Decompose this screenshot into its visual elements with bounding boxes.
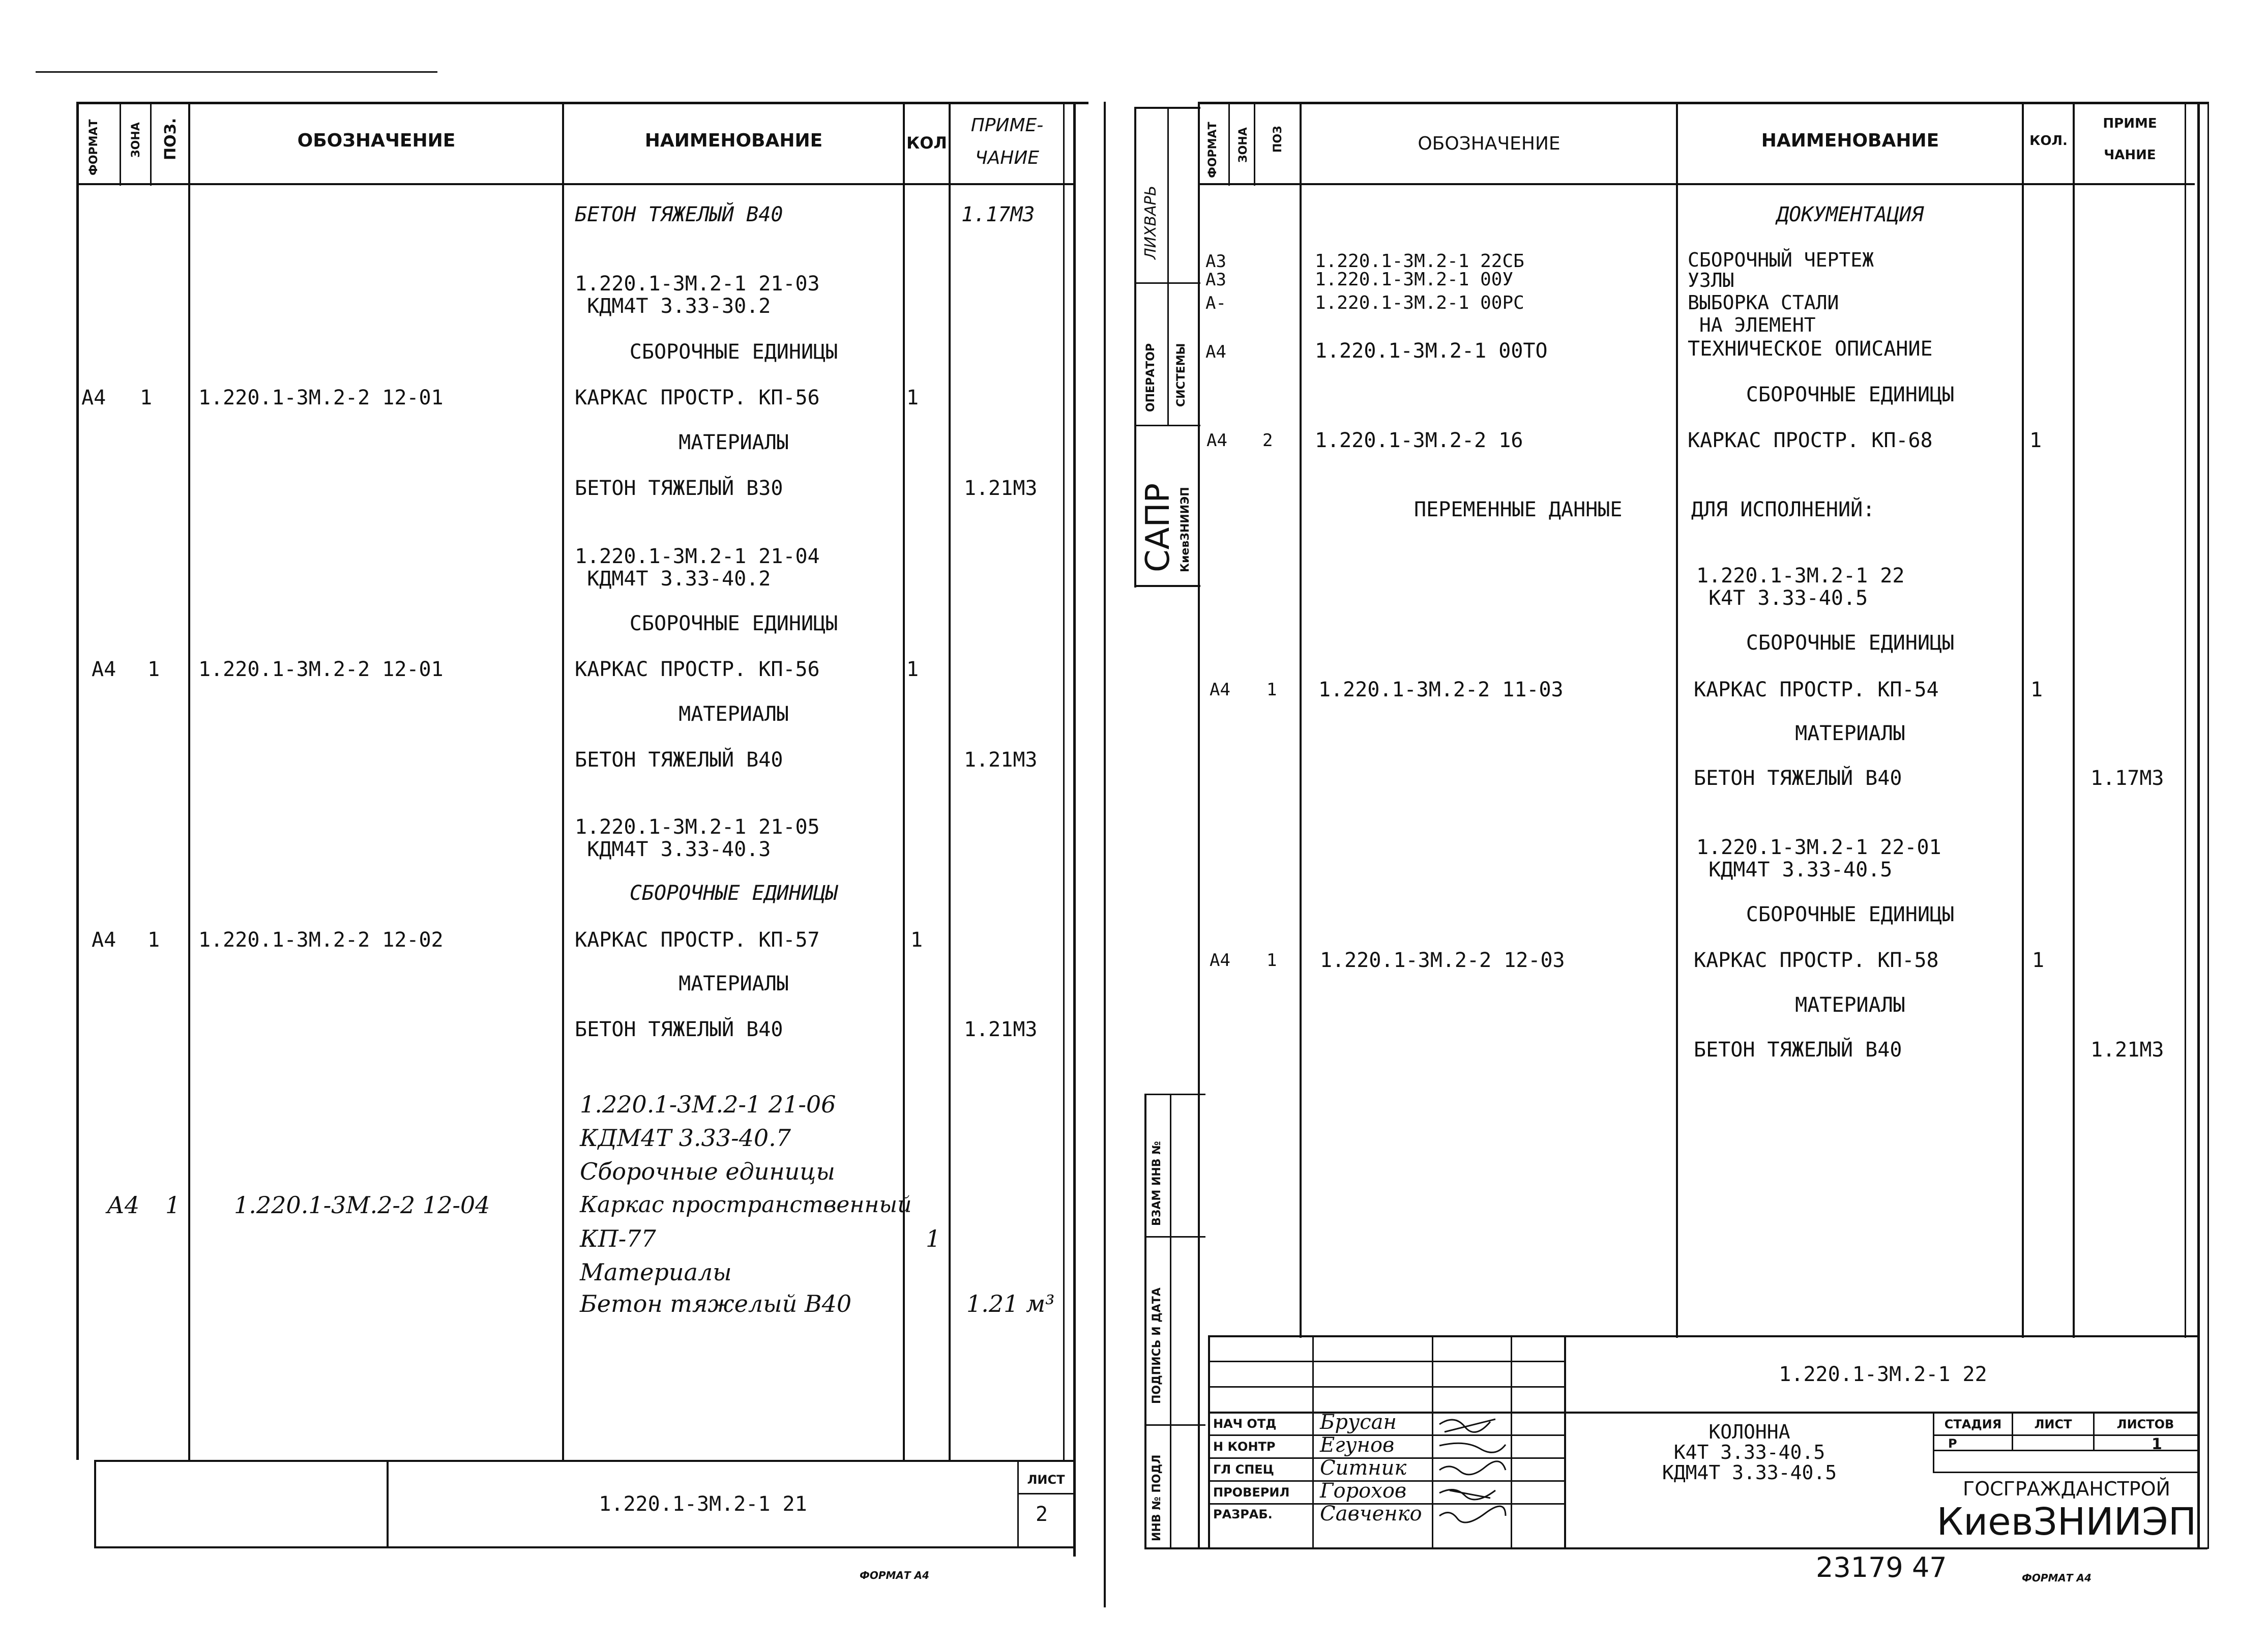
format-cell: А4 xyxy=(92,928,116,952)
stamp-inv-podl: ИНВ № ПОДЛ xyxy=(1151,1454,1163,1541)
note-value: 1.21М3 xyxy=(964,477,1038,500)
org-logo: КиевЗНИИЭП xyxy=(1936,1500,2197,1544)
qty-cell: 1 xyxy=(910,928,923,952)
role-label: НАЧ ОТД xyxy=(1213,1417,1277,1431)
format-label: ФОРМАТ А4 xyxy=(860,1569,929,1581)
name-cell: КАРКАС ПРОСТР. КП-54 xyxy=(1694,678,1939,701)
name-cell: БЕТОН ТЯЖЕЛЫЙ В40 xyxy=(1694,767,1902,790)
name-cell: УЗЛЫ xyxy=(1688,269,1734,291)
header-designation: ОБОЗНАЧЕНИЕ xyxy=(1418,133,1560,154)
pos-cell: 1 xyxy=(140,386,153,409)
sheet-number: 2 xyxy=(1035,1503,1048,1526)
header-zone: ЗОНА xyxy=(1237,127,1250,163)
format-cell: А4 xyxy=(1210,680,1230,700)
format-cell: А3 xyxy=(1205,251,1226,272)
qty-cell: 1 xyxy=(2029,429,2042,452)
pos-cell: 1 xyxy=(1266,680,1277,700)
pos-cell: 2 xyxy=(1262,430,1273,451)
header-format: ФОРМАТ xyxy=(87,119,100,175)
signer-name: Брусан xyxy=(1320,1411,1397,1434)
format-cell: А4 xyxy=(92,658,116,681)
designation-cell: 1.220.1-3М.2-1 00ТО xyxy=(1315,339,1548,363)
stamp-likhvar: ЛИХВАРЬ xyxy=(1142,185,1160,259)
section-heading: СБОРОЧНЫЕ ЕДИНИЦЫ xyxy=(1746,383,1955,406)
product-name: КОЛОННА xyxy=(1709,1421,1790,1443)
header-pos: ПОЗ. xyxy=(162,118,180,160)
section-heading: МАТЕРИАЛЫ xyxy=(679,431,789,454)
section-heading: СБОРОЧНЫЕ ЕДИНИЦЫ xyxy=(629,882,838,905)
role-label: ПРОВЕРИЛ xyxy=(1213,1485,1290,1500)
list-item: КДМ4Т 3.33-30.2 xyxy=(575,295,771,318)
stamp-operator: ОПЕРАТОР xyxy=(1144,343,1157,412)
sheets-label: ЛИСТОВ xyxy=(2116,1417,2174,1431)
designation-cell: 1.220.1-3М.2-1 22СБ xyxy=(1315,251,1524,272)
handwritten-line: 1.220.1-3М.2-1 21-06 xyxy=(580,1091,836,1118)
header-zone: ЗОНА xyxy=(130,122,142,158)
designation-cell: 1.220.1-3М.2-2 11-03 xyxy=(1318,678,1564,701)
handwritten-line: КП-77 xyxy=(580,1225,656,1252)
list-item: 1.220.1-3М.2-1 22-01 xyxy=(1696,836,1941,859)
list-item: БЕТОН ТЯЖЕЛЫЙ В40 xyxy=(575,203,783,226)
stamp-sapr: САПР xyxy=(1139,483,1177,572)
section-heading: МАТЕРИАЛЫ xyxy=(1795,722,1905,745)
list-item: 1.220.1-3М.2-1 21-03 xyxy=(575,272,820,296)
list-item: 1.220.1-3М.2-1 21-04 xyxy=(575,545,820,568)
stamp-podpis: ПОДПИСЬ И ДАТА xyxy=(1151,1287,1163,1404)
format-cell: А4 xyxy=(1210,950,1230,971)
role-label: ГЛ СПЕЦ xyxy=(1213,1462,1274,1477)
format-cell: А4 xyxy=(1206,430,1227,451)
handwritten-line: Бетон тяжелый В40 xyxy=(580,1290,852,1317)
header-qty: КОЛ xyxy=(906,133,947,153)
signer-name: Егунов xyxy=(1320,1433,1395,1457)
name-cell: ДЛЯ ИСПОЛНЕНИЙ: xyxy=(1691,498,1875,521)
header-note-1: ПРИМЕ- xyxy=(970,115,1044,136)
section-heading: СБОРОЧНЫЕ ЕДИНИЦЫ xyxy=(629,340,838,364)
qty-cell: 1 xyxy=(2030,678,2043,701)
sheets-value: 1 xyxy=(2152,1435,2162,1453)
qty-cell: 1 xyxy=(926,1225,941,1252)
role-label: РАЗРАБ. xyxy=(1213,1507,1273,1521)
signer-name: Ситник xyxy=(1320,1456,1407,1480)
designation-cell: 1.220.1-3М.2-2 12-01 xyxy=(198,658,444,681)
signer-name: Савченко xyxy=(1320,1502,1422,1525)
name-cell: КАРКАС ПРОСТР. КП-56 xyxy=(575,658,820,681)
handwritten-line: Каркас пространственный xyxy=(580,1192,912,1218)
stamp-system: СИСТЕМЫ xyxy=(1175,343,1188,407)
header-name: НАИМЕНОВАНИЕ xyxy=(644,130,823,151)
variable-data-label: ПЕРЕМЕННЫЕ ДАННЫЕ xyxy=(1414,498,1623,521)
section-heading: СБОРОЧНЫЕ ЕДИНИЦЫ xyxy=(629,612,838,635)
header-note-2: ЧАНИЕ xyxy=(975,148,1040,168)
pos-cell: 1 xyxy=(1266,950,1277,971)
header-note-2: ЧАНИЕ xyxy=(2104,148,2156,163)
header-format: ФОРМАТ xyxy=(1206,122,1219,178)
handwritten-line: Материалы xyxy=(580,1258,732,1286)
list-item: 1.220.1-3М.2-1 22 xyxy=(1696,564,1905,588)
product-name: КДМ4Т 3.33-40.5 xyxy=(1662,1461,1837,1484)
role-label: Н КОНТР xyxy=(1213,1440,1276,1454)
stage-label: СТАДИЯ xyxy=(1944,1417,2002,1431)
section-heading: МАТЕРИАЛЫ xyxy=(1795,993,1905,1017)
name-cell: ТЕХНИЧЕСКОЕ ОПИСАНИЕ xyxy=(1688,337,1933,361)
name-cell: КАРКАС ПРОСТР. КП-57 xyxy=(575,928,820,952)
designation-cell: 1.220.1-3М.2-2 12-02 xyxy=(198,928,444,952)
name-cell: БЕТОН ТЯЖЕЛЫЙ В40 xyxy=(1694,1038,1902,1062)
section-heading: СБОРОЧНЫЕ ЕДИНИЦЫ xyxy=(1746,631,1955,655)
qty-cell: 1 xyxy=(2032,949,2045,972)
sheet-label: ЛИСТ xyxy=(1027,1473,1065,1487)
header-qty: КОЛ. xyxy=(2029,133,2068,149)
header-note-1: ПРИМЕ xyxy=(2103,116,2157,131)
designation-cell: 1.220.1-3М.2-2 16 xyxy=(1315,429,1523,452)
format-label: ФОРМАТ А4 xyxy=(2022,1572,2092,1584)
designation-cell: 1.220.1-3М.2-2 12-04 xyxy=(234,1191,490,1219)
note-value: 1.21 м³ xyxy=(966,1290,1055,1317)
handwritten-line: КДМ4Т 3.33-40.7 xyxy=(580,1124,791,1152)
note-value: 1.17М3 xyxy=(961,203,1035,226)
qty-cell: 1 xyxy=(906,386,919,409)
note-value: 1.21М3 xyxy=(964,748,1038,772)
pos-cell: 1 xyxy=(148,928,160,952)
pos-cell: 1 xyxy=(165,1191,181,1219)
format-cell: А4 xyxy=(81,386,106,409)
note-value: 1.17М3 xyxy=(2090,767,2164,790)
name-cell: КАРКАС ПРОСТР. КП-56 xyxy=(575,386,820,409)
designation-cell: 1.220.1-3М.2-2 12-01 xyxy=(198,386,444,409)
name-cell: БЕТОН ТЯЖЕЛЫЙ В40 xyxy=(575,748,783,772)
list-item: К4Т 3.33-40.5 xyxy=(1696,586,1868,610)
designation-cell: 1.220.1-3М.2-1 00РС xyxy=(1315,292,1524,313)
list-item: КДМ4Т 3.33-40.3 xyxy=(575,838,771,861)
handwritten-line: Сборочные единицы xyxy=(580,1158,835,1185)
header-designation: ОБОЗНАЧЕНИЕ xyxy=(297,130,456,151)
section-heading: МАТЕРИАЛЫ xyxy=(679,702,789,726)
section-heading: СБОРОЧНЫЕ ЕДИНИЦЫ xyxy=(1746,903,1955,926)
list-item: 1.220.1-3М.2-1 21-05 xyxy=(575,815,820,839)
signer-name: Горохов xyxy=(1320,1479,1407,1503)
pos-cell: 1 xyxy=(148,658,160,681)
doc-code: 1.220.1-3М.2-1 21 xyxy=(599,1492,807,1516)
archive-number: 23179 47 xyxy=(1816,1551,1947,1583)
list-item: КДМ4Т 3.33-40.2 xyxy=(575,567,771,591)
qty-cell: 1 xyxy=(906,658,919,681)
header-pos: ПОЗ xyxy=(1272,126,1284,153)
stage-value: Р xyxy=(1948,1436,1957,1451)
designation-cell: 1.220.1-3М.2-1 00У xyxy=(1315,269,1514,290)
format-cell: А3 xyxy=(1205,270,1226,290)
note-value: 1.21М3 xyxy=(2090,1038,2164,1062)
name-cell: БЕТОН ТЯЖЕЛЫЙ В40 xyxy=(575,1018,783,1041)
product-name: К4Т 3.33-40.5 xyxy=(1673,1441,1825,1463)
signatures-image xyxy=(1434,1414,1511,1546)
stamp-kiev: КиевЗНИИЭП xyxy=(1179,487,1192,572)
org-name: ГОСГРАЖДАНСТРОЙ xyxy=(1963,1478,2170,1500)
section-heading: МАТЕРИАЛЫ xyxy=(679,972,789,995)
designation-cell: 1.220.1-3М.2-2 12-03 xyxy=(1320,949,1565,972)
format-cell: А- xyxy=(1205,293,1226,313)
format-cell: А4 xyxy=(107,1191,140,1219)
name-cell: НА ЭЛЕМЕНТ xyxy=(1688,314,1816,336)
list-item: КДМ4Т 3.33-40.5 xyxy=(1696,858,1893,882)
name-cell: БЕТОН ТЯЖЕЛЫЙ В30 xyxy=(575,477,783,500)
section-heading: ДОКУМЕНТАЦИЯ xyxy=(1777,203,1924,226)
sheet-label: ЛИСТ xyxy=(2034,1417,2072,1431)
name-cell: КАРКАС ПРОСТР. КП-68 xyxy=(1688,429,1933,452)
stamp-vzam: ВЗАМ ИНВ № xyxy=(1151,1141,1163,1226)
format-cell: А4 xyxy=(1205,342,1226,362)
note-value: 1.21М3 xyxy=(964,1018,1038,1041)
name-cell: КАРКАС ПРОСТР. КП-58 xyxy=(1694,949,1939,972)
title-doc-code: 1.220.1-3М.2-1 22 xyxy=(1779,1363,1987,1386)
name-cell: СБОРОЧНЫЙ ЧЕРТЕЖ xyxy=(1688,249,1874,271)
name-cell: ВЫБОРКА СТАЛИ xyxy=(1688,291,1839,314)
header-name: НАИМЕНОВАНИЕ xyxy=(1761,130,1939,151)
